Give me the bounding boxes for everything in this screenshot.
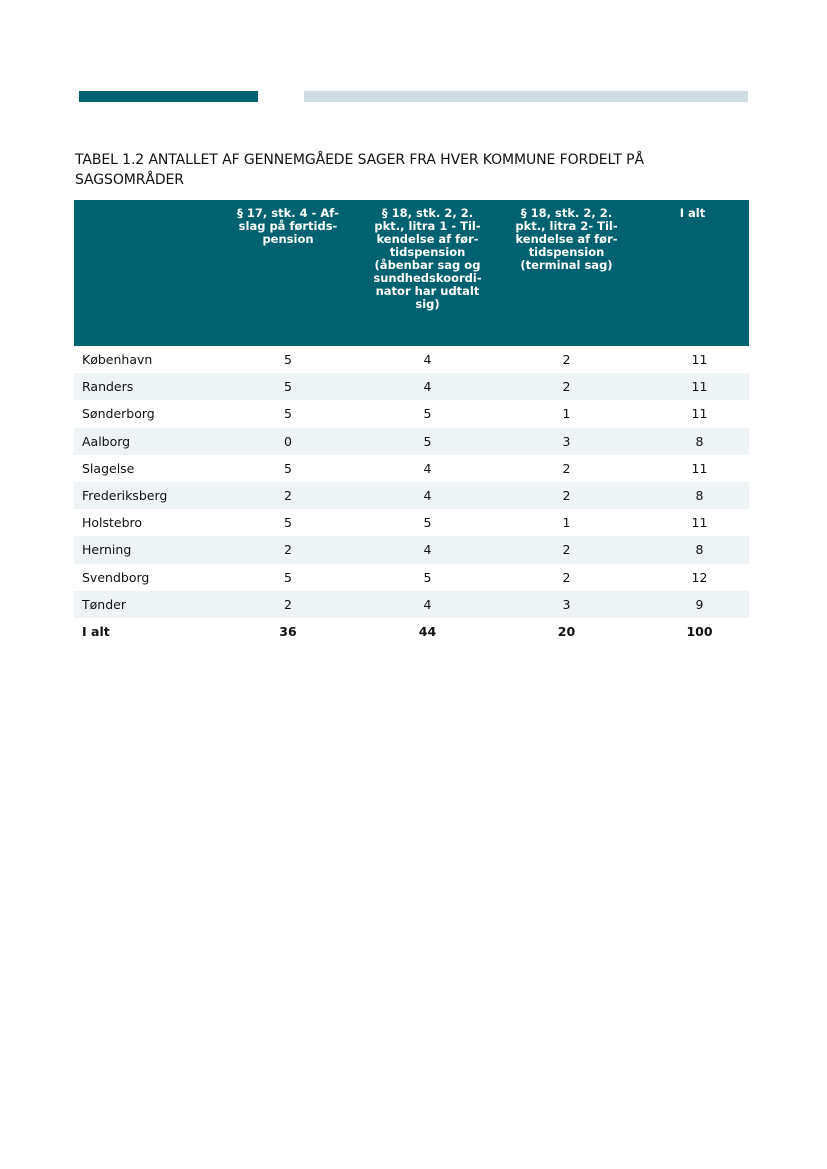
cell-total: 9	[636, 591, 749, 618]
cell-total: 11	[691, 406, 708, 422]
cell-col-3: 2	[562, 569, 571, 585]
header-line: slag på førtids-	[238, 219, 338, 233]
header-line: § 17, stk. 4 - Af-	[237, 206, 339, 220]
cell-col-2: 4	[358, 373, 497, 400]
table-row	[74, 400, 749, 427]
table-caption	[75, 150, 715, 190]
table-header-row	[74, 200, 749, 346]
header-line: pkt., litra 2- Til-	[515, 219, 618, 233]
header-line: tidspension	[528, 245, 605, 259]
table-row	[74, 373, 749, 400]
cell-municipality: Herning	[74, 536, 218, 563]
cell-total: 8	[636, 428, 749, 455]
cell-col-3: 1	[562, 406, 571, 422]
table-row	[74, 346, 749, 373]
header-line: I alt	[679, 206, 706, 220]
table-row	[74, 536, 749, 563]
table-row	[74, 455, 749, 482]
table-row	[74, 509, 749, 536]
cell-municipality: Slagelse	[82, 460, 135, 476]
cell-col-2: 4	[358, 482, 497, 509]
cell-municipality: Holstebro	[82, 515, 143, 531]
totals-row	[74, 618, 749, 645]
cell-total: 8	[636, 482, 749, 509]
header-line: kendelse af før-	[515, 232, 618, 246]
cell-col-3: 2	[497, 482, 636, 509]
cell-col-1: 5	[284, 460, 292, 476]
header-line: pkt., litra 1 - Til-	[374, 219, 481, 233]
column-header-total	[636, 200, 749, 346]
cell-col-2: 5	[423, 515, 432, 531]
caption-line-2: SAGSOMRÅDER	[75, 172, 184, 188]
cell-municipality: Frederiksberg	[74, 482, 218, 509]
cell-col-1: 5	[284, 569, 292, 585]
cell-col-3: 2	[497, 536, 636, 563]
column-header-col-1	[218, 200, 358, 346]
decorative-bar-dark	[79, 91, 258, 102]
total-cell-col-2: 44	[418, 623, 437, 639]
header-line: § 18, stk. 2, 2.	[520, 206, 613, 220]
cell-col-2: 4	[358, 536, 497, 563]
cell-municipality: Svendborg	[82, 569, 150, 585]
cell-col-2: 4	[358, 591, 497, 618]
cell-col-3: 2	[562, 352, 571, 368]
header-line: kendelse af før-	[376, 232, 479, 246]
cell-municipality: Aalborg	[74, 428, 218, 455]
cell-col-1: 5	[284, 352, 292, 368]
cell-col-1: 5	[284, 515, 292, 531]
table-row	[74, 482, 749, 509]
cell-col-2: 4	[423, 460, 432, 476]
column-header-col-2	[358, 200, 497, 346]
cell-col-2: 4	[423, 352, 432, 368]
cell-total: 8	[636, 536, 749, 563]
cell-municipality: København	[82, 352, 153, 368]
header-line: (terminal sag)	[520, 258, 613, 272]
header-line: nator har udtalt	[375, 284, 480, 298]
cell-col-3: 3	[497, 428, 636, 455]
caption-line-1: TABEL 1.2 ANTALLET AF GENNEMGÅEDE SAGER FRA HVER KOMMUNE FORDELT PÅ	[75, 152, 644, 168]
cell-col-2: 5	[423, 406, 432, 422]
cell-total: 12	[691, 569, 708, 585]
cell-municipality: Sønderborg	[82, 406, 155, 422]
table-row	[74, 428, 749, 455]
total-cell-col-1: 36	[279, 623, 297, 639]
cell-col-1: 0	[218, 428, 358, 455]
cell-total: 11	[691, 352, 708, 368]
cell-col-3: 2	[562, 460, 571, 476]
cell-col-2: 5	[423, 569, 432, 585]
cell-col-1: 2	[218, 591, 358, 618]
total-cell-col-3: 20	[557, 623, 576, 639]
cell-total: 11	[691, 515, 708, 531]
cell-col-3: 3	[497, 591, 636, 618]
column-header-municipality	[74, 200, 218, 346]
data-table	[74, 200, 749, 645]
cell-municipality: Tønder	[74, 591, 218, 618]
cell-municipality: Randers	[74, 373, 218, 400]
header-line: sundhedskoordi-	[373, 271, 482, 285]
cell-col-3: 1	[562, 515, 571, 531]
cell-col-3: 2	[497, 373, 636, 400]
cell-total: 11	[636, 373, 749, 400]
cell-col-2: 5	[358, 428, 497, 455]
header-line: sig)	[415, 297, 440, 311]
total-cell-total: 100	[686, 623, 713, 639]
header-line: § 18, stk. 2, 2.	[381, 206, 474, 220]
header-line: tidspension	[389, 245, 466, 259]
cell-total: 11	[691, 460, 708, 476]
table-row	[74, 591, 749, 618]
cell-col-1: 5	[284, 406, 292, 422]
table-row	[74, 564, 749, 591]
cell-col-1: 5	[218, 373, 358, 400]
cell-col-1: 2	[218, 482, 358, 509]
column-header-col-3	[497, 200, 636, 346]
decorative-bar-light	[304, 91, 748, 102]
total-cell-municipality: I alt	[82, 623, 110, 639]
cell-col-1: 2	[218, 536, 358, 563]
header-line: (åbenbar sag og	[374, 258, 481, 272]
header-line: pension	[262, 232, 314, 246]
